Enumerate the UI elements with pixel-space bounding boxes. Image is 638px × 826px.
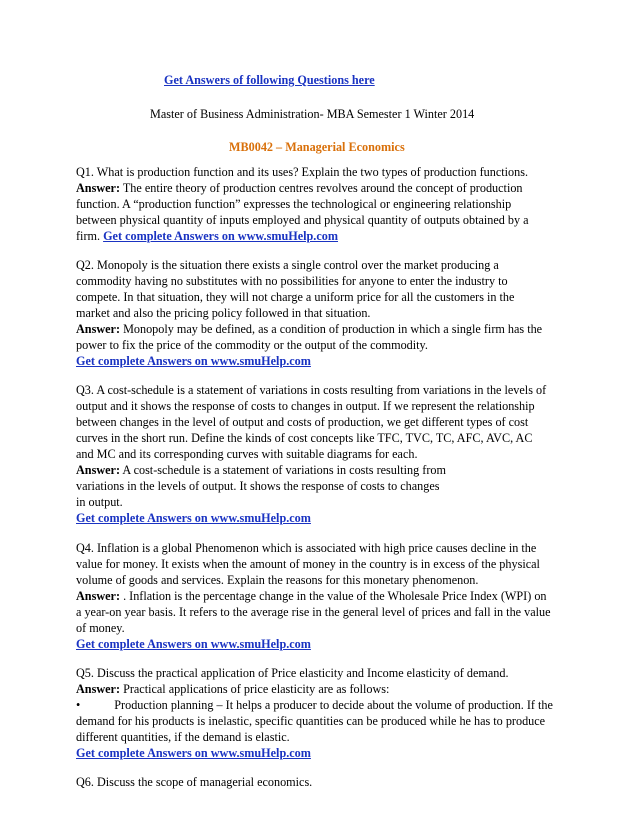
q4-question-line-1: Q4. Inflation is a global Phenomenon which is associated with high price causes decline in the [76,541,537,555]
q4-answer-line-2: a year-on year basis. It refers to the average rise in the general level of prices and fall in the value [76,605,551,619]
bullet-icon: • [76,698,81,712]
course-title: MB0042 – Managerial Economics [229,140,405,154]
q4-question-line-2: value for money. It exists when the amount of money in the country is in excess of the physical [76,557,540,571]
q5-answer-line-1: Answer: Practical applications of price elasticity are as follows: [76,682,390,696]
answer-label: Answer: [76,181,121,195]
q4-question-line-3: volume of goods and services. Explain the reasons for this monetary phenomenon. [76,573,479,587]
q2-answer-link[interactable]: Get complete Answers on www.smuHelp.com [76,354,311,368]
q1-answer-line-2: function. A “production function” expresses the technological or engineering relationship [76,197,512,211]
q1-answer-link[interactable]: Get complete Answers on www.smuHelp.com [103,229,339,243]
q2-answer-line-1: Answer: Monopoly may be defined, as a condition of production in which a single firm has the [76,322,543,336]
answer-label: Answer: [76,322,121,336]
q4-answer-line-1: Answer: . Inflation is the percentage change in the value of the Wholesale Price Index (WPI) on [76,589,547,603]
q5-bullet-line-3: different quantities, if the demand is elastic. [76,730,290,744]
q2-answer-line-2: power to fix the price of the commodity or the output of the commodity. [76,338,428,352]
q3-question-line-5: and MC and its corresponding curves with suitable diagrams for each. [76,447,418,461]
q5-bullet-line-2: demand for his products is inelastic, specific quantities can be produced while he has to produce [76,714,546,728]
q4-answer-link[interactable]: Get complete Answers on www.smuHelp.com [76,637,311,651]
q1-answer-line-3: between physical quantity of inputs employed and physical quantity of outputs obtained by a [76,213,529,227]
q2-question-line-1: Q2. Monopoly is the situation there exists a single control over the market producing a [76,258,499,272]
q3-question-line-2: output and it shows the response of costs to changes in output. If we represent the relationship [76,399,535,413]
q3-question-line-4: curves in the short run. Define the kinds of cost concepts like TFC, TVC, TC, AFC, AVC, AC [76,431,533,445]
program-title: Master of Business Administration- MBA Semester 1 Winter 2014 [150,107,475,121]
q3-answer-link[interactable]: Get complete Answers on www.smuHelp.com [76,511,311,525]
q1-question: Q1. What is production function and its uses? Explain the two types of production functions. [76,165,528,179]
q2-question-line-2: commodity having no substitutes with no possibilities for anyone to enter the industry to [76,274,508,288]
q1-answer-line-1: Answer: The entire theory of production centres revolves around the concept of production [76,181,523,195]
answer-label: Answer: [76,682,121,696]
q4-answer-line-3: of money. [76,621,125,635]
q2-question-line-4: market and also the pricing policy followed in that situation. [76,306,371,320]
q2-question-line-3: compete. In that situation, they will not charge a uniform price for all the customers in the [76,290,515,304]
q5-question: Q5. Discuss the practical application of Price elasticity and Income elasticity of demand. [76,666,509,680]
q3-answer-line-3: in output. [76,495,123,509]
answer-label: Answer: [76,463,121,477]
top-link[interactable]: Get Answers of following Questions here [164,73,375,87]
q3-answer-line-2: variations in the levels of output. It shows the response of costs to changes [76,479,440,493]
q3-answer-line-1: Answer: A cost-schedule is a statement of variations in costs resulting from [76,463,446,477]
q3-question-line-3: between changes in the level of output and costs of production, we get different types of cost [76,415,529,429]
q1-answer-line-4: firm. Get complete Answers on www.smuHelp.com [76,229,339,243]
q5-bullet-line-1: • Production planning – It helps a producer to decide about the volume of production. If the [76,698,553,712]
q6-question: Q6. Discuss the scope of managerial economics. [76,775,313,789]
answer-label: Answer: [76,589,121,603]
q5-answer-link[interactable]: Get complete Answers on www.smuHelp.com [76,746,311,760]
q3-question-line-1: Q3. A cost-schedule is a statement of variations in costs resulting from variations in the levels of [76,383,547,397]
